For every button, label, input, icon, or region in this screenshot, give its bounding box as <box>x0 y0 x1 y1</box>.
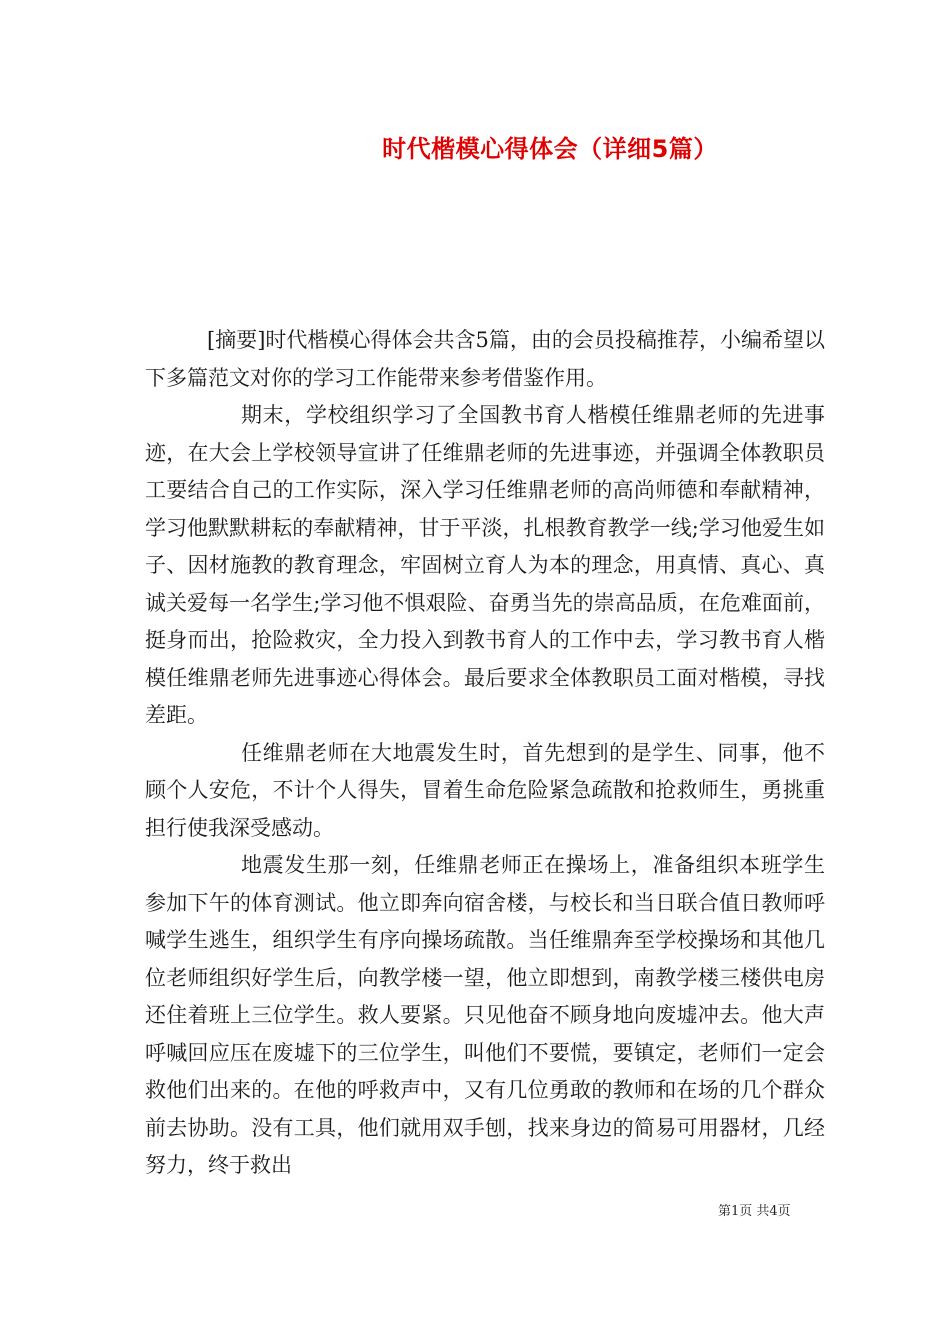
body-paragraph: 任维鼎老师在大地震发生时，首先想到的是学生、同事，他不顾个人安危，不计个人得失，冒着生命危险紧急疏散和抢救师生，勇挑重担行使我深受感动。 <box>145 740 825 840</box>
document-body <box>145 322 825 1185</box>
body-paragraph: 地震发生那一刻，任维鼎老师正在操场上，准备组织本班学生参加下午的体育测试。他立即奔向宿舍楼，与校长和当日联合值日教师呼喊学生逃生，组织学生有序向操场疏散。当任维鼎奔至学校操场和其他几位老师组织好学生后，向教学楼一望，他立即想到，南教学楼三楼供电房还住着班上三位学生。救人要紧。只见他奋不顾身地向废墟冲去。他大声呼喊回应压在废墟下的三位学生，叫他们不要慌，要镇定，老师们一定会救他们出来的。在他的呼救声中，又有几位勇敢的教师和在场的几个群众前去协助。没有工具，他们就用双手刨，找来身边的简易可用器材，几经努力，终于救出 <box>145 853 825 1177</box>
body-paragraph: 期末，学校组织学习了全国教书育人楷模任维鼎老师的先进事迹，在大会上学校领导宣讲了任维鼎老师的先进事迹，并强调全体教职员工要结合自己的工作实际，深入学习任维鼎老师的高尚师德和奉献精神，学习他默默耕耘的奉献精神，甘于平淡，扎根教育教学一线;学习他爱生如子、因材施教的教育理念，牢固树立育人为本的理念，用真情、真心、真诚关爱每一名学生;学习他不惧艰险、奋勇当先的崇高品质，在危难面前，挺身而出，抢险救灾，全力投入到教书育人的工作中去，学习教书育人楷模任维鼎老师先进事迹心得体会。最后要求全体教职员工面对楷模，寻找差距。 <box>145 403 825 727</box>
abstract-paragraph: [摘要]时代楷模心得体会共含5篇，由的会员投稿推荐，小编希望以下多篇范文对你的学习工作能带来参考借鉴作用。 <box>145 328 825 390</box>
page-number-footer: 第1页 共4页 <box>718 1204 791 1219</box>
document-title: 时代楷模心得体会（详细5篇） <box>382 135 718 163</box>
